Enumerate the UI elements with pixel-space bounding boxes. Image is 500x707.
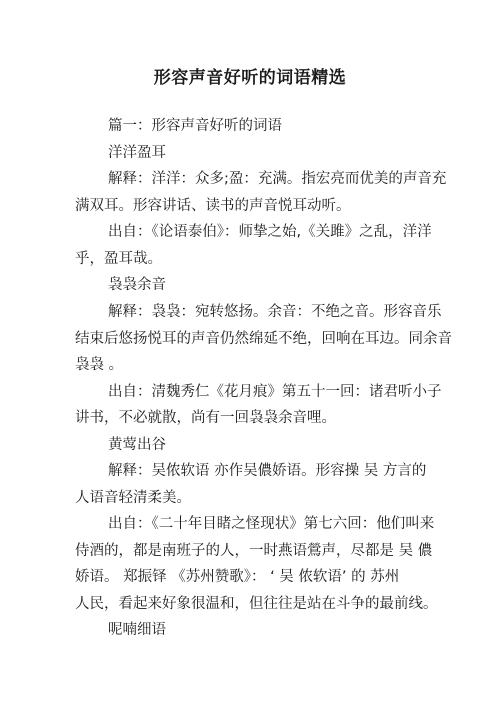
page-title: 形容声音好听的词语精选	[153, 68, 347, 88]
paragraph-line: 出自：《二十年目睹之怪现状》第七六回：他们叫来	[108, 516, 435, 532]
term-heading: 呢喃细语	[108, 622, 166, 638]
paragraph-line: 袅袅 。	[75, 357, 124, 373]
section-heading: 篇一：形容声音好听的词语	[108, 118, 282, 134]
paragraph-line: 结束后悠扬悦耳的声音仍然绵延不绝，回响在耳边。同余音	[75, 331, 452, 347]
paragraph-line: 出自：《论语泰伯》：师挚之始,《关雎》之乱，洋洋	[108, 224, 432, 240]
term-heading: 黄莺出谷	[108, 437, 166, 453]
paragraph-line: 讲书，不必就散，尚有一回袅袅余音哩。	[75, 410, 336, 426]
term-heading: 洋洋盈耳	[108, 145, 166, 161]
paragraph-line: 乎，盈耳哉。	[75, 251, 162, 267]
paragraph-line: 人民，看起来好象很温和，但往往是站在斗争的最前线。	[75, 596, 438, 612]
paragraph-line: 解释：洋洋：众多;盈：充满。指宏亮而优美的声音充	[108, 171, 447, 187]
paragraph-line: 出自：清魏秀仁《花月痕》第五十一回：诸君听小子	[108, 384, 442, 400]
term-heading: 袅袅余音	[108, 277, 166, 293]
paragraph-line: 解释：袅袅：宛转悠扬。余音：不绝之音。形容音乐	[108, 304, 442, 320]
paragraph-line: 侍酒的，都是南班子的人，一时燕语鶯声，尽都是 吴 儂	[75, 543, 433, 559]
paragraph-line: 解释：吴侬软语 亦作吴儂娇语。形容操 吴 方言的	[108, 463, 427, 479]
paragraph-line: 满双耳。形容讲话、读书的声音悦耳动听。	[75, 198, 351, 214]
paragraph-line: 娇语。 郑振铎 《苏州赞歌》： ‘ 吴 侬软语’ 的 苏州	[75, 569, 400, 585]
paragraph-line: 人语音轻清柔美。	[75, 490, 191, 506]
